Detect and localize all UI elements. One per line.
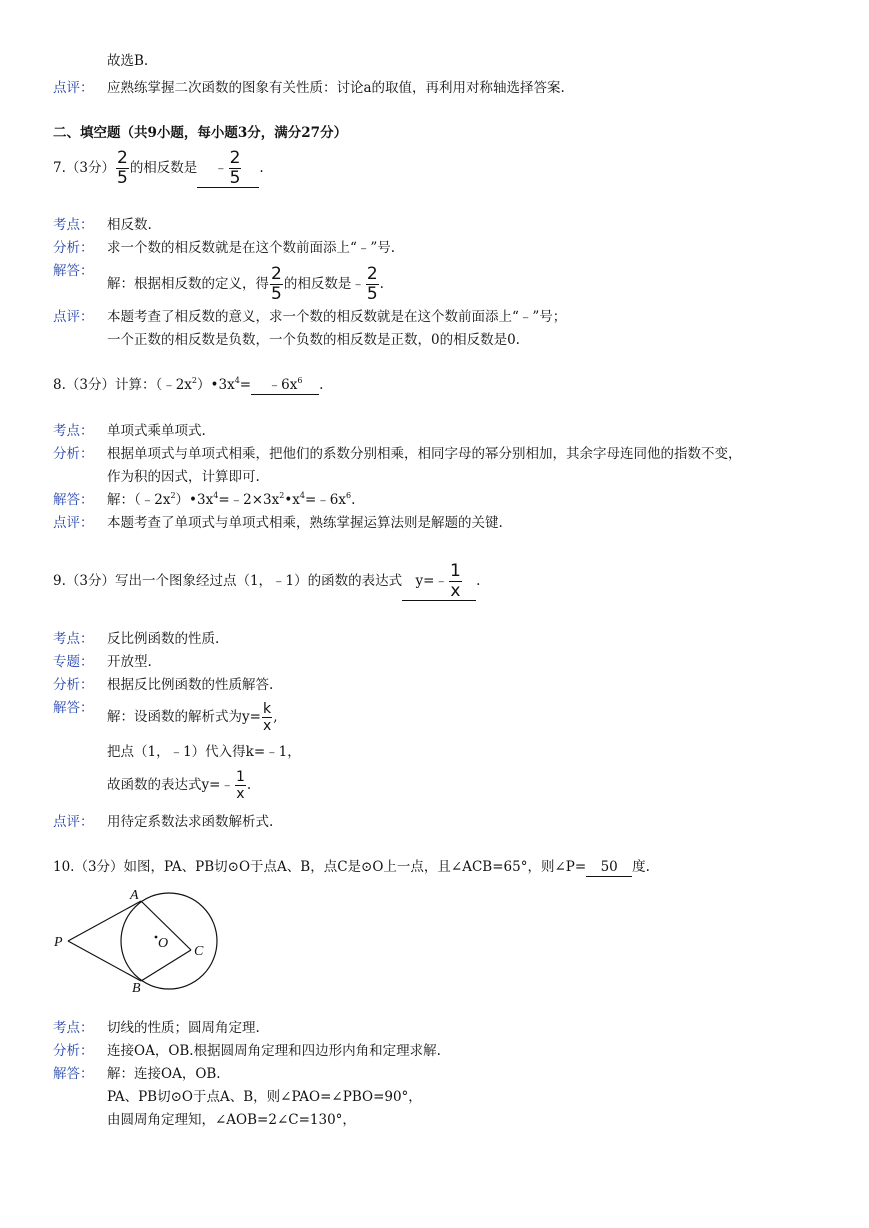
q8-kaodian-label: 考点： xyxy=(53,423,94,439)
q7-answer: ﹣ $\frac{2}{5}$ xyxy=(197,150,259,188)
q8-jieda: 解：$(﹣2x^2)•3x^4=﹣2\times 3x^2•x^4=﹣6x^6$. xyxy=(107,491,356,508)
q7-dianping-1: 本题考查了相反数的意义，求一个数的相反数就是在这个数前面添上“﹣”号； xyxy=(107,309,567,325)
section-title: 二、填空题（共9小题，每小题3分，满分27分） xyxy=(53,125,348,141)
q8-fenxi-label: 分析： xyxy=(53,446,94,462)
center-dot xyxy=(155,936,158,939)
q8-stem: 8.（3分）计算：$(﹣2x^2)•3x^4=$ $﹣6x^6$ . xyxy=(53,376,324,393)
label-c: C xyxy=(194,944,204,959)
q10-figure xyxy=(50,884,220,994)
tangent-pa xyxy=(68,901,141,941)
circle-o xyxy=(121,893,217,989)
q10-jieda-2: PA、PB切⊙O于点A、B，则∠PAO=∠PBO=90°， xyxy=(107,1089,422,1105)
q9-fenxi-label: 分析： xyxy=(53,677,94,693)
q7-dianping-label: 点评： xyxy=(53,309,94,325)
q10-fenxi-label: 分析： xyxy=(53,1043,94,1059)
q7-jieda: 解：根据相反数的定义，得 $\frac{2}{5}$ 的相反数是﹣ $\frac{2}{5}$ . xyxy=(107,264,384,304)
q9-jieda-3: 故函数的表达式y=﹣ $\frac{1}{x}$ . xyxy=(107,769,252,802)
q7-fraction: $\frac{2}{5}$ xyxy=(116,148,128,188)
q8-answer: $﹣6x^6$ xyxy=(251,376,319,395)
q10-kaodian: 切线的性质；圆周角定理. xyxy=(107,1020,260,1036)
q9-dianping-label: 点评： xyxy=(53,814,94,830)
q9-zhuanti: 开放型. xyxy=(107,654,152,670)
q9-fenxi: 根据反比例函数的性质解答. xyxy=(107,677,274,693)
q7-dianping-2: 一个正数的相反数是负数，一个负数的相反数是正数，0的相反数是0. xyxy=(107,332,520,348)
choose-b-text: 故选B. xyxy=(107,53,149,69)
q9-kaodian-label: 考点： xyxy=(53,631,94,647)
q7-stem: 7.（3分） $\frac{2}{5}$ 的相反数是 ﹣ $\frac{2}{5}$ . xyxy=(53,148,264,188)
q8-fenxi-1: 根据单项式与单项式相乘，把他们的系数分别相乘，相同字母的幂分别相加，其余字母连同他的指数不变， xyxy=(107,446,742,462)
label-a: A xyxy=(130,888,139,903)
tangent-pb xyxy=(68,941,141,981)
q9-jieda-2: 把点（1，﹣1）代入得k=﹣1， xyxy=(107,744,301,760)
q7-fenxi-label: 分析： xyxy=(53,240,94,256)
q10-stem: 10.（3分）如图，PA、PB切⊙O于点A、B，点C是⊙O上一点，且∠ACB=65°，则∠P= 50 度. xyxy=(53,859,650,875)
chord-bc xyxy=(141,950,191,981)
q10-jieda-label: 解答： xyxy=(53,1066,94,1082)
q9-kaodian: 反比例函数的性质. xyxy=(107,631,220,647)
q7-kaodian-label: 考点： xyxy=(53,217,94,233)
q10-jieda-1: 解：连接OA，OB. xyxy=(107,1066,221,1082)
comment-label: 点评： xyxy=(53,80,94,96)
q9-stem: 9.（3分）写出一个图象经过点（1，﹣1）的函数的表达式 y=﹣ $\frac{1}{x}$ . xyxy=(53,561,481,601)
q7-kaodian: 相反数. xyxy=(107,217,152,233)
q8-dianping-label: 点评： xyxy=(53,515,94,531)
q10-kaodian-label: 考点： xyxy=(53,1020,94,1036)
q9-jieda-label: 解答： xyxy=(53,700,94,716)
q9-jieda-1: 解：设函数的解析式为y= $\frac{k}{x}$ , xyxy=(107,701,278,734)
label-o: O xyxy=(158,936,169,951)
q9-dianping: 用待定系数法求函数解析式. xyxy=(107,814,274,830)
q7-jieda-label: 解答： xyxy=(53,263,94,279)
comment-text: 应熟练掌握二次函数的图象有关性质：讨论a的取值，再利用对称轴选择答案. xyxy=(107,80,565,96)
q10-fenxi: 连接OA，OB.根据圆周角定理和四边形内角和定理求解. xyxy=(107,1043,441,1059)
q8-kaodian: 单项式乘单项式. xyxy=(107,423,206,439)
q9-answer: y=﹣ $\frac{1}{x}$ xyxy=(402,563,476,601)
label-p: P xyxy=(54,935,63,950)
q8-dianping: 本题考查了单项式与单项式相乘，熟练掌握运算法则是解题的关键. xyxy=(107,515,503,531)
q7-fenxi: 求一个数的相反数就是在这个数前面添上“﹣”号. xyxy=(107,240,396,256)
q10-jieda-3: 由圆周角定理知，∠AOB=2∠C=130°， xyxy=(107,1112,356,1128)
q9-zhuanti-label: 专题： xyxy=(53,654,94,670)
q8-jieda-label: 解答： xyxy=(53,492,94,508)
label-b: B xyxy=(132,981,141,994)
q10-answer: 50 xyxy=(586,858,632,877)
q8-fenxi-2: 作为积的因式，计算即可. xyxy=(107,469,260,485)
